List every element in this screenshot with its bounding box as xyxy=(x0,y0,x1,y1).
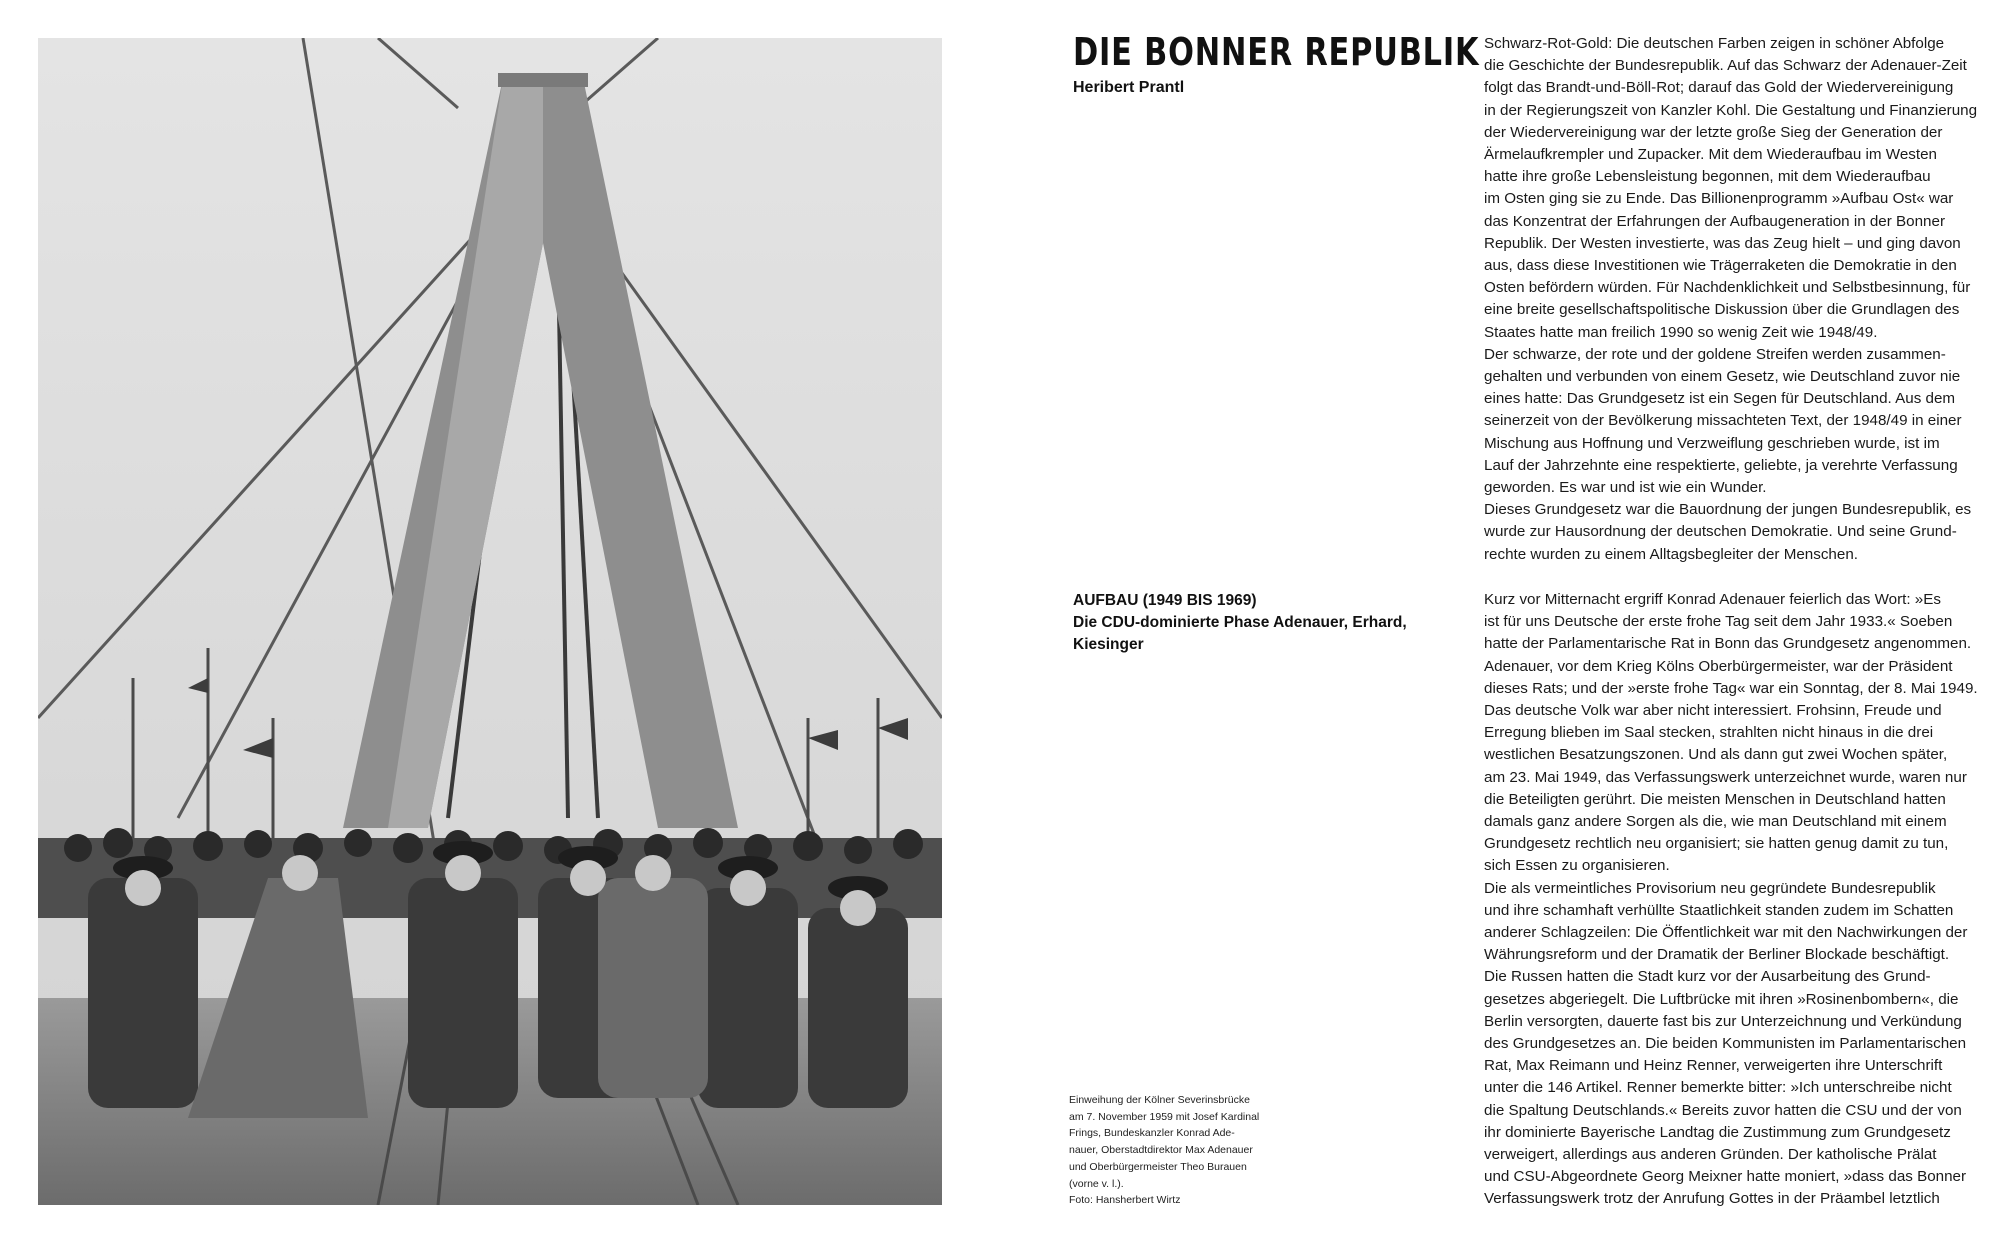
body-line: damals ganz andere Sorgen als die, wie man Deutschland mit einem xyxy=(1484,813,1947,831)
body-line: dieses Rats; und der »erste frohe Tag« war ein Sonntag, der 8. Mai 1949. xyxy=(1484,679,1978,697)
caption-line: Einweihung der Kölner Severinsbrücke xyxy=(1069,1094,1250,1106)
body-line: die Spaltung Deutschlands.« Bereits zuvor hatten die CSU und der von xyxy=(1484,1101,1962,1119)
section-heading-line: Die CDU-dominierte Phase Adenauer, Erhard, xyxy=(1073,614,1407,631)
body-line: ist für uns Deutsche der erste frohe Tag seit dem Jahr 1933.« Soeben xyxy=(1484,613,1953,631)
body-line: anderer Schlagzeilen: Die Öffentlichkeit war mit den Nachwirkungen der xyxy=(1484,924,1968,942)
body-line: Das deutsche Volk war aber nicht interessiert. Frohsinn, Freude und xyxy=(1484,702,1942,720)
body-line: Erregung blieben im Saal stecken, strahlten nicht hinaus in die drei xyxy=(1484,724,1934,742)
body-line: folgt das Brandt-und-Böll-Rot; darauf das Gold der Wiedervereinigung xyxy=(1484,79,1954,97)
body-line: Rat, Max Reimann und Heinz Renner, verweigerten ihre Unterschrift xyxy=(1484,1057,1943,1075)
body-line: Die Russen hatten die Stadt kurz vor der Ausarbeitung des Grund- xyxy=(1484,968,1931,986)
bridge-opening-photo xyxy=(38,38,942,1205)
body-line: Mischung aus Hoffnung und Verzweiflung geschrieben wurde, ist im xyxy=(1484,434,1940,452)
body-line: Osten befördern würden. Für Nachdenklichkeit und Selbstbesinnung, für xyxy=(1484,279,1971,297)
section-heading xyxy=(1073,590,1413,656)
body-line: Währungsreform und der Dramatik der Berliner Blockade beschäftigt. xyxy=(1484,946,1950,964)
body-line: und ihre schamhaft verhüllte Staatlichkeit standen zudem im Schatten xyxy=(1484,901,1954,919)
article-author: Heribert Prantl xyxy=(1073,79,1185,96)
body-line: die Geschichte der Bundesrepublik. Auf das Schwarz der Adenauer-Zeit xyxy=(1484,57,1967,75)
body-line: Die als vermeintliches Provisorium neu gegründete Bundesrepublik xyxy=(1484,879,1936,897)
article-title: DIE BONNER REPUBLIK xyxy=(1073,30,1480,74)
body-line: sich Essen zu organisieren. xyxy=(1484,857,1670,875)
body-line: ihr dominierte Bayerische Landtag die Zustimmung zum Grundgesetz xyxy=(1484,1123,1951,1141)
body-line: und CSU-Abgeordnete Georg Meixner hatte moniert, »dass das Bonner xyxy=(1484,1168,1967,1186)
body-line: eines hatte: Das Grundgesetz ist ein Segen für Deutschland. Aus dem xyxy=(1484,390,1956,408)
body-line: gehalten und verbunden von einem Gesetz, wie Deutschland zuvor nie xyxy=(1484,368,1961,386)
body-line: hatte ihre große Lebensleistung begonnen, mit dem Wiederaufbau xyxy=(1484,168,1931,186)
photo-caption xyxy=(1069,1092,1284,1209)
body-line: Schwarz-Rot-Gold: Die deutschen Farben zeigen in schöner Abfolge xyxy=(1484,35,1945,52)
section-heading-line: AUFBAU (1949 BIS 1969) xyxy=(1073,592,1257,609)
body-line: gesetzes abgeriegelt. Die Luftbrücke mit ihren »Rosinenbombern«, die xyxy=(1484,990,1959,1008)
body-line: Verfassungswerk trotz der Anrufung Gottes in der Präambel letztlich xyxy=(1484,1190,1940,1208)
body-line: Kurz vor Mitternacht ergriff Konrad Adenauer feierlich das Wort: »Es xyxy=(1484,591,1941,608)
body-line: seinerzeit von der Bevölkerung missachteten Text, der 1948/49 in einer xyxy=(1484,412,1962,430)
body-line: Adenauer, vor dem Krieg Kölns Oberbürgermeister, war der Präsident xyxy=(1484,657,1953,675)
body-line: Lauf der Jahrzehnte eine respektierte, geliebte, ja verehrte Verfassung xyxy=(1484,456,1958,474)
body-line: rechte wurden zu einem Alltagsbegleiter der Menschen. xyxy=(1484,545,1858,563)
body-line: westlichen Besatzungszonen. Und als dann gut zwei Wochen später, xyxy=(1484,746,1948,764)
caption-line: nauer, Oberstadtdirektor Max Adenauer xyxy=(1069,1144,1253,1157)
photo-illustration xyxy=(38,38,942,1205)
caption-line: und Oberbürgermeister Theo Burauen xyxy=(1069,1160,1247,1173)
body-line: im Osten ging sie zu Ende. Das Billionenprogramm »Aufbau Ost« war xyxy=(1484,190,1954,208)
body-line: die Beteiligten gerührt. Die meisten Menschen in Deutschland hatten xyxy=(1484,790,1946,808)
caption-line: (vorne v. l.). xyxy=(1069,1177,1124,1190)
body-line: des Grundgesetzes an. Die beiden Kommunisten im Parlamentarischen xyxy=(1484,1035,1967,1053)
body-line: Staates hatte man freilich 1990 so wenig Zeit wie 1948/49. xyxy=(1484,323,1878,341)
body-line: unter die 146 Artikel. Renner bemerkte bitter: »Ich unterschreibe nicht xyxy=(1484,1079,1952,1097)
body-line: wurde zur Hausordnung der deutschen Demokratie. Und seine Grund- xyxy=(1484,523,1957,541)
body-line: am 23. Mai 1949, das Verfassungswerk unterzeichnet wurde, waren nur xyxy=(1484,768,1967,786)
body-line: das Konzentrat der Erfahrungen der Aufbaugeneration in der Bonner xyxy=(1484,212,1946,230)
body-line: der Wiedervereinigung war der letzte große Sieg der Generation der xyxy=(1484,123,1943,141)
body-line: in der Regierungszeit von Kanzler Kohl. Die Gestaltung und Finanzierung xyxy=(1484,101,1978,119)
body-line: Ärmelaufkrempler und Zupacker. Mit dem Wiederaufbau im Westen xyxy=(1484,146,1937,164)
caption-line: am 7. November 1959 mit Josef Kardinal xyxy=(1069,1110,1260,1123)
body-line: Republik. Der Westen investierte, was das Zeug hielt – und ging davon xyxy=(1484,234,1961,252)
body-line: Grundgesetz rechtlich neu organisiert; sie hatten genug damit zu tun, xyxy=(1484,835,1949,853)
caption-line: Foto: Hansherbert Wirtz xyxy=(1069,1194,1181,1207)
body-line: Dieses Grundgesetz war die Bauordnung der jungen Bundesrepublik, es xyxy=(1484,501,1972,519)
body-line: Berlin versorgten, dauerte fast bis zur Unterzeichnung und Verkündung xyxy=(1484,1012,1962,1030)
body-text-section xyxy=(1484,589,1984,1211)
body-line: aus, dass diese Investitionen wie Trägerraketen die Demokratie in den xyxy=(1484,257,1957,275)
body-line: verweigert, allerdings aus anderen Gründen. Der katholische Prälat xyxy=(1484,1146,1937,1164)
body-line: Der schwarze, der rote und der goldene Streifen werden zusammen- xyxy=(1484,345,1946,363)
body-text-intro xyxy=(1484,33,1984,566)
body-line: eine breite gesellschaftspolitische Diskussion über die Grundlagen des xyxy=(1484,301,1960,319)
caption-line: Frings, Bundeskanzler Konrad Ade- xyxy=(1069,1127,1235,1140)
body-line: hatte der Parlamentarische Rat in Bonn das Grundgesetz angenommen. xyxy=(1484,635,1972,653)
body-line: geworden. Es war und ist wie ein Wunder. xyxy=(1484,479,1767,497)
section-heading-line: Kiesinger xyxy=(1073,636,1144,653)
